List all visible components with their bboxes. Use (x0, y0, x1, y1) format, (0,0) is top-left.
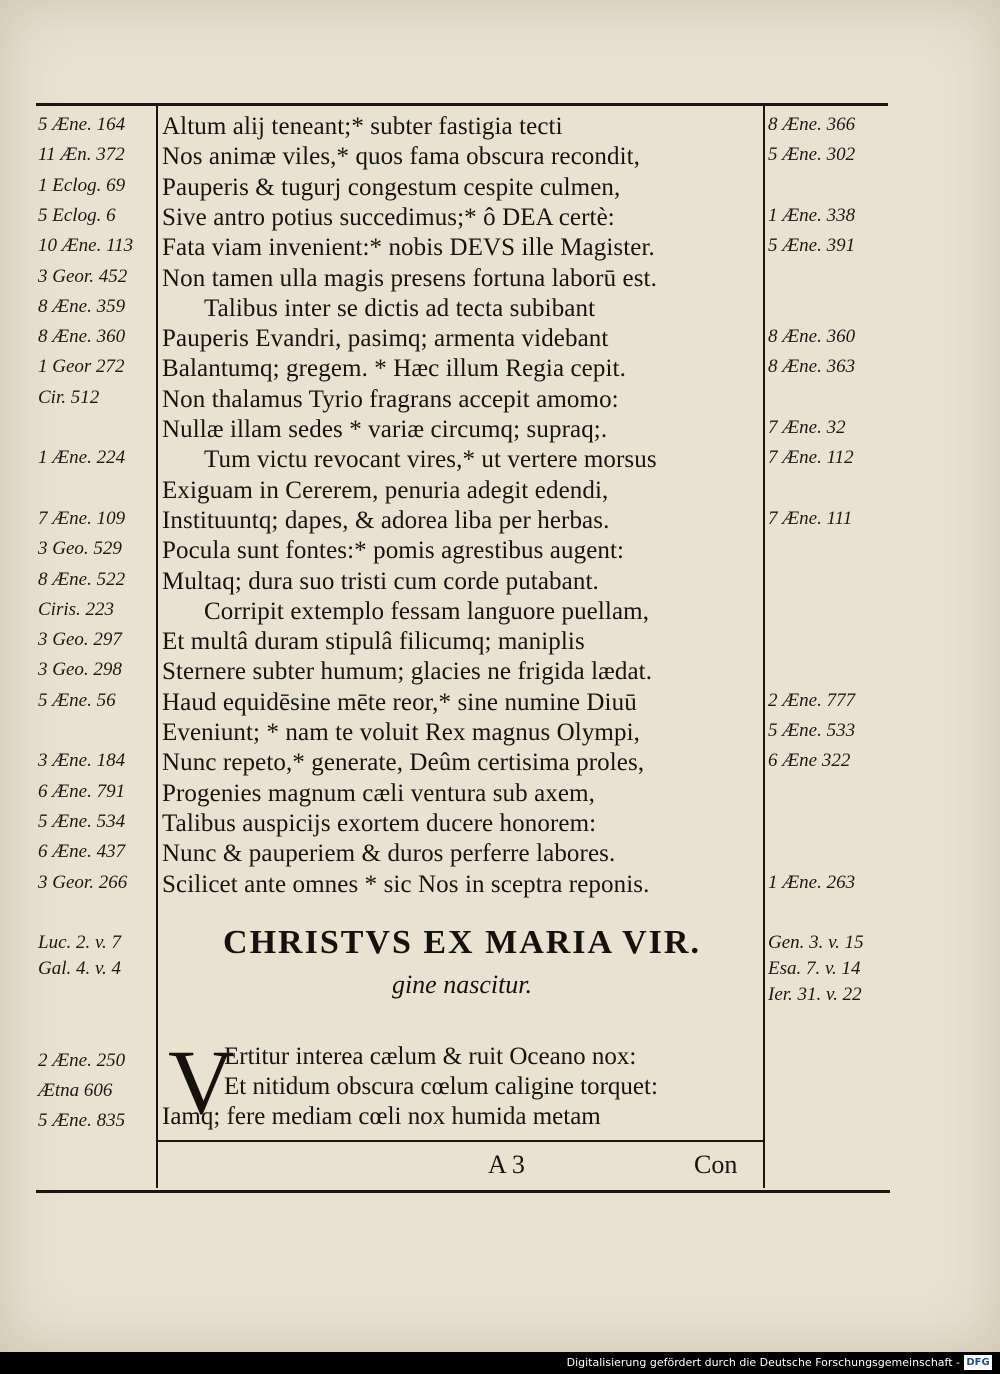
margin-reference: 6 Æne. 437 (38, 841, 126, 863)
verse-line: Nos animæ viles,* quos fama obscura recondit, (162, 143, 641, 171)
margin-reference: 5 Æne. 534 (38, 810, 126, 832)
margin-reference: 5 Æne. 533 (768, 720, 856, 741)
verse-line: Nunc & pauperiem & duros perferre labores. (162, 840, 616, 868)
verse-line: Tum victu revocant vires,* ut vertere morsus (204, 446, 657, 474)
margin-reference: 8 Æne. 359 (38, 295, 126, 317)
margin-reference: 8 Æne. 360 (38, 326, 126, 348)
section-subheading: gine nascitur. (391, 970, 533, 999)
left-column-rule (156, 106, 158, 1188)
margin-reference: 3 Geo. 298 (38, 659, 122, 681)
verse-line: Corripit extemplo fessam languore puellam, (204, 597, 650, 625)
margin-reference: 2 Æne. 250 (38, 1050, 126, 1071)
margin-reference: 5 Æne. 302 (768, 144, 856, 166)
bottom-rule (36, 1190, 890, 1193)
verse-line: Altum alij teneant;* subter fastigia tecti (162, 113, 563, 140)
verse-line: Talibus inter se dictis ad tecta subibant (204, 294, 596, 322)
verse-line: Haud equidēsine mēte reor,* sine numine Diuū (162, 688, 637, 716)
drop-cap-initial: V (168, 1031, 235, 1133)
margin-reference: Cir. 512 (38, 386, 100, 408)
margin-reference: 3 Geo. 529 (38, 538, 122, 560)
margin-reference: 2 Æne. 777 (768, 689, 856, 711)
margin-reference: 5 Æne. 56 (38, 689, 116, 711)
margin-reference: 1 Eclog. 69 (38, 174, 126, 196)
margin-reference: 1 Æne. 263 (768, 871, 856, 893)
verse-line: Sternere subter humum; glacies ne frigida lædat. (162, 658, 653, 686)
section-heading: CHRISTVS EX MARIA VIR. (223, 924, 701, 961)
verse-line: Non thalamus Tyrio fragrans accepit amomo: (162, 385, 619, 413)
footer-credit: Digitalisierung gefördert durch die Deutsche Forschungsgemeinschaft - (566, 1356, 960, 1369)
margin-reference: Ætna 606 (38, 1080, 113, 1101)
margin-reference: 7 Æne. 111 (768, 507, 853, 529)
signature-mark: A 3 (488, 1150, 525, 1179)
margin-reference: 8 Æne. 366 (768, 114, 856, 135)
verse-line: Nunc repeto,* generate, Deûm certisima proles, (162, 749, 645, 777)
verse-line: Balantumq; gregem. * Hæc illum Regia cepit. (162, 355, 626, 383)
margin-reference: 7 Æne. 109 (38, 507, 126, 529)
verse-line: Instituuntq; dapes, & adorea liba per herbas. (162, 506, 610, 534)
margin-reference: 3 Geo. 297 (38, 629, 122, 651)
verse-line: Fata viam invenient:* nobis DEVS ille Magister. (162, 234, 655, 262)
margin-reference: 3 Geor. 266 (38, 871, 128, 893)
margin-reference: 10 Æne. 113 (38, 235, 134, 257)
margin-reference: 5 Æne. 835 (38, 1110, 126, 1131)
verse-line: Pocula sunt fontes:* pomis agrestibus augent: (162, 537, 625, 565)
verse-line: Eveniunt; * nam te voluit Rex magnus Olympi, (162, 719, 640, 746)
verse-line: Et multâ duram stipulâ filicumq; maniplis (162, 628, 585, 656)
margin-reference: 8 Æne. 522 (38, 568, 126, 590)
verse-line: Exiguam in Cererem, penuria adegit edendi, (162, 476, 609, 504)
catchword: Con (694, 1150, 738, 1179)
bottom-text-rule (156, 1140, 765, 1142)
margin-reference: 6 Æne 322 (768, 750, 851, 772)
margin-reference: 7 Æne. 112 (768, 447, 854, 469)
digitization-footer (0, 1352, 1000, 1374)
verse-line: Sive antro potius succedimus;* ô DEA certè: (162, 203, 615, 231)
margin-reference: 7 Æne. 32 (768, 417, 846, 438)
verse-line: Pauperis & tugurj congestum cespite culmen, (162, 173, 621, 201)
verse-line: Non tamen ulla magis presens fortuna laborū est. (162, 264, 657, 292)
verse-line: Ertitur interea cælum & ruit Oceano nox: (224, 1043, 637, 1070)
margin-reference: 1 Æne. 224 (38, 447, 126, 469)
margin-reference: 3 Geor. 452 (38, 265, 128, 287)
verse-line: Iamq; fere mediam cœli nox humida metam (162, 1103, 601, 1130)
margin-reference: Gen. 3. v. 15 (768, 932, 864, 953)
verse-line: Pauperis Evandri, pasimq; armenta videbant (162, 325, 609, 353)
margin-reference: Luc. 2. v. 7 (38, 932, 122, 953)
margin-reference: 6 Æne. 791 (38, 780, 126, 802)
margin-reference: 8 Æne. 363 (768, 356, 856, 378)
verse-line: Nullæ illam sedes * variæ circumq; supraq;. (162, 416, 608, 443)
verse-line: Talibus auspicijs exortem ducere honorem: (162, 809, 597, 837)
top-rule (36, 103, 888, 106)
margin-reference: 3 Æne. 184 (38, 750, 126, 772)
margin-reference: Ciris. 223 (38, 598, 115, 620)
margin-reference: Ier. 31. v. 22 (768, 984, 862, 1005)
margin-reference: 1 Geor 272 (38, 356, 125, 378)
verse-line: Progenies magnum cæli ventura sub axem, (162, 779, 595, 807)
margin-reference: Esa. 7. v. 14 (768, 958, 861, 979)
verse-line: Multaq; dura suo tristi cum corde putabant. (162, 567, 599, 595)
right-column-rule (763, 106, 765, 1188)
margin-reference: 5 Eclog. 6 (38, 204, 116, 226)
margin-reference: Gal. 4. v. 4 (38, 958, 122, 979)
margin-reference: 5 Æne. 391 (768, 235, 856, 257)
margin-reference: 8 Æne. 360 (768, 326, 856, 348)
dfg-logo: DFG (964, 1355, 992, 1370)
verse-line: Et nitidum obscura cœlum caligine torquet: (224, 1073, 658, 1100)
margin-reference: 11 Æn. 372 (38, 144, 125, 166)
verse-line: Scilicet ante omnes * sic Nos in sceptra reponis. (162, 870, 650, 898)
margin-reference: 5 Æne. 164 (38, 114, 126, 135)
margin-reference: 1 Æne. 338 (768, 204, 856, 226)
